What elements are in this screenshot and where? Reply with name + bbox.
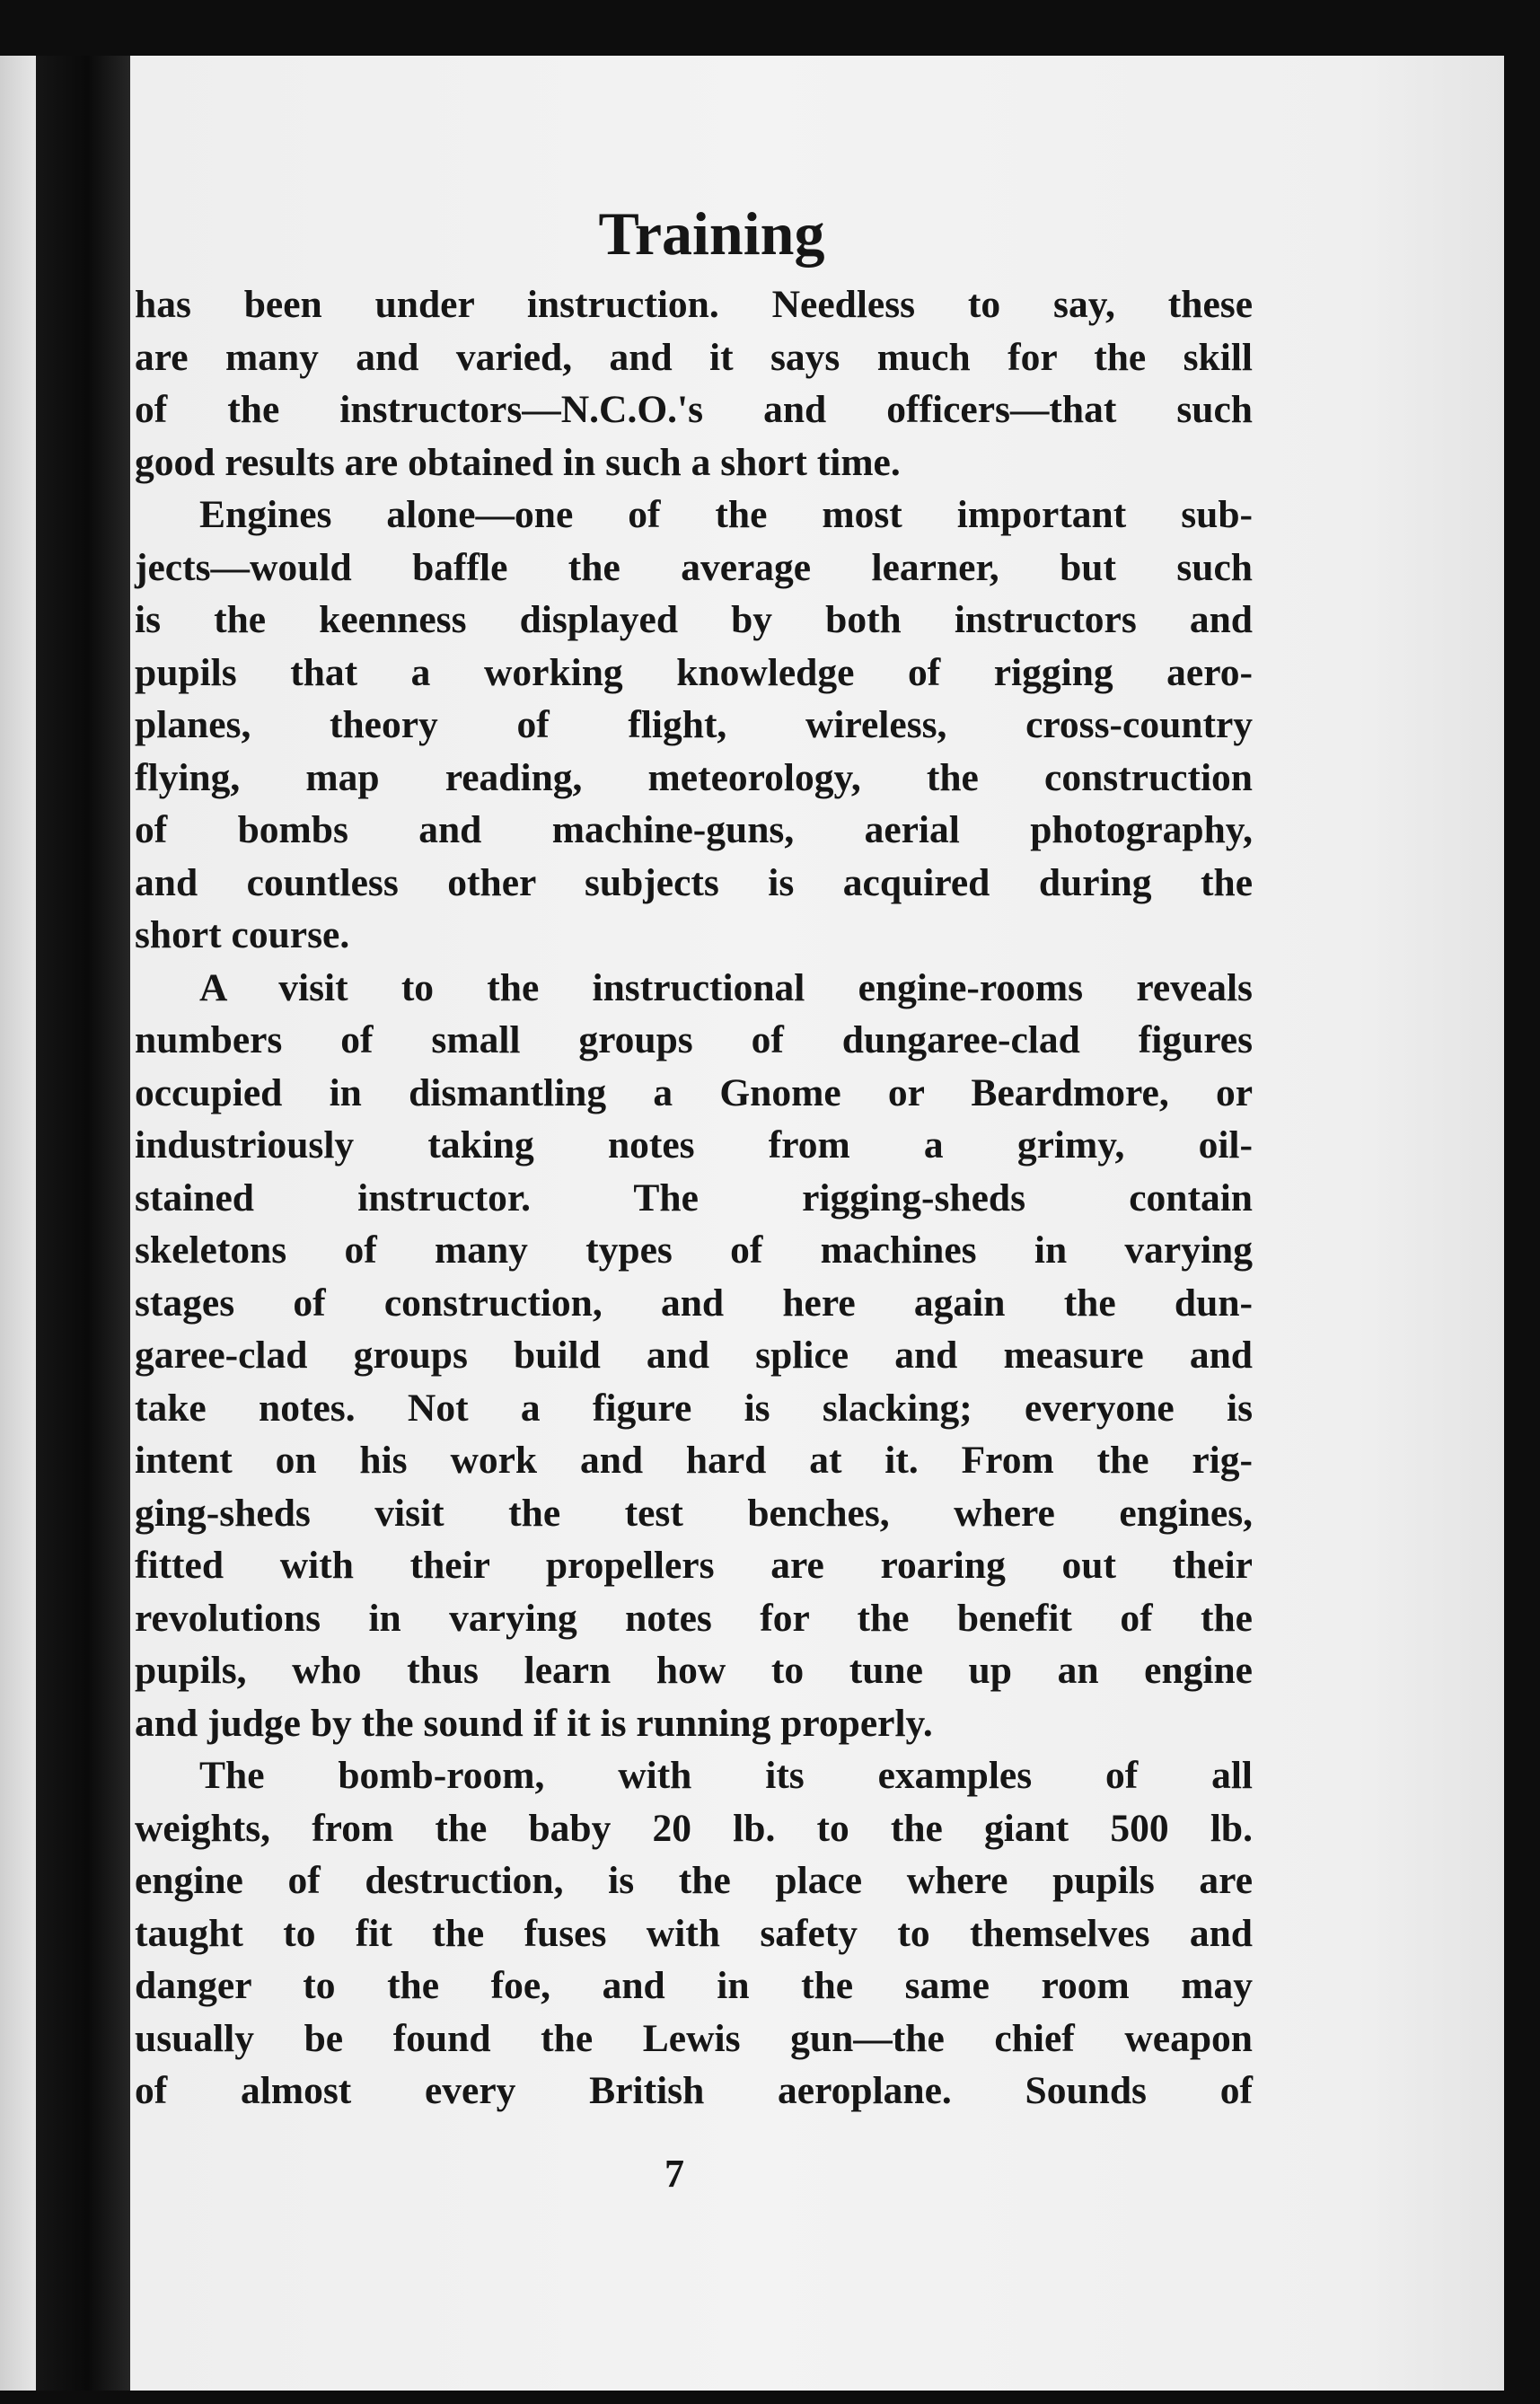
text-line: stages of construction, and here again the dun- — [135, 1281, 1253, 1325]
text-line: pupils that a working knowledge of rigging aero- — [135, 650, 1253, 694]
text-line: good results are obtained in such a short time. — [135, 440, 901, 484]
text-line: usually be found the Lewis gun—the chief weapon — [135, 2016, 1253, 2060]
text-line: weights, from the baby 20 lb. to the giant 500 lb. — [135, 1806, 1253, 1850]
text-line: industriously taking notes from a grimy, oil- — [135, 1123, 1253, 1167]
body-text — [135, 278, 1253, 2118]
text-line: The bomb-room, with its examples of all — [199, 1754, 1253, 1797]
text-line: of the instructors—N.C.O.'s and officers—that such — [135, 388, 1253, 431]
text-line: garee-clad groups build and splice and measure and — [135, 1334, 1253, 1377]
text-line: ging-sheds visit the test benches, where engines, — [135, 1491, 1253, 1535]
text-line: has been under instruction. Needless to say, these — [135, 283, 1253, 326]
text-line: is the keenness displayed by both instructors and — [135, 598, 1253, 641]
page-content — [135, 198, 1253, 2118]
text-line: occupied in dismantling a Gnome or Beardmore, or — [135, 1070, 1253, 1114]
facing-page-edge — [0, 56, 36, 2391]
text-line: are many and varied, and it says much for the skill — [135, 335, 1253, 379]
text-line: intent on his work and hard at it. From the rig- — [135, 1439, 1253, 1482]
text-line: flying, map reading, meteorology, the construction — [135, 755, 1253, 799]
text-line: skeletons of many types of machines in varying — [135, 1228, 1253, 1272]
text-line: of bombs and machine-guns, aerial photography, — [135, 808, 1253, 851]
text-line: A visit to the instructional engine-rooms reveals — [199, 965, 1253, 1009]
text-line: and countless other subjects is acquired during the — [135, 860, 1253, 904]
text-line: short course. — [135, 913, 350, 956]
page-title: Training — [598, 199, 825, 268]
text-line: Engines alone—one of the most important sub- — [199, 493, 1253, 536]
text-line: taught to fit the fuses with safety to themselves and — [135, 1911, 1253, 1955]
text-line: pupils, who thus learn how to tune up an engine — [135, 1649, 1253, 1692]
book-binding-shadow — [36, 56, 130, 2391]
text-line: fitted with their propellers are roaring out their — [135, 1544, 1253, 1587]
text-line: take notes. Not a figure is slacking; everyone is — [135, 1386, 1253, 1430]
text-line: danger to the foe, and in the same room may — [135, 1964, 1253, 2007]
scan-border — [1504, 0, 1540, 2404]
text-line: jects—would baffle the average learner, but such — [135, 545, 1253, 589]
text-line: numbers of small groups of dungaree-clad figures — [135, 1018, 1253, 1061]
text-line: of almost every British aeroplane. Sounds of — [135, 2069, 1253, 2112]
text-line: and judge by the sound if it is running properly. — [135, 1701, 933, 1745]
page-number: 7 — [664, 2152, 684, 2196]
text-line: revolutions in varying notes for the benefit of the — [135, 1596, 1253, 1640]
text-line: planes, theory of flight, wireless, cross-country — [135, 703, 1253, 746]
text-line: engine of destruction, is the place where pupils are — [135, 1859, 1253, 1902]
text-line: stained instructor. The rigging-sheds contain — [135, 1176, 1253, 1220]
